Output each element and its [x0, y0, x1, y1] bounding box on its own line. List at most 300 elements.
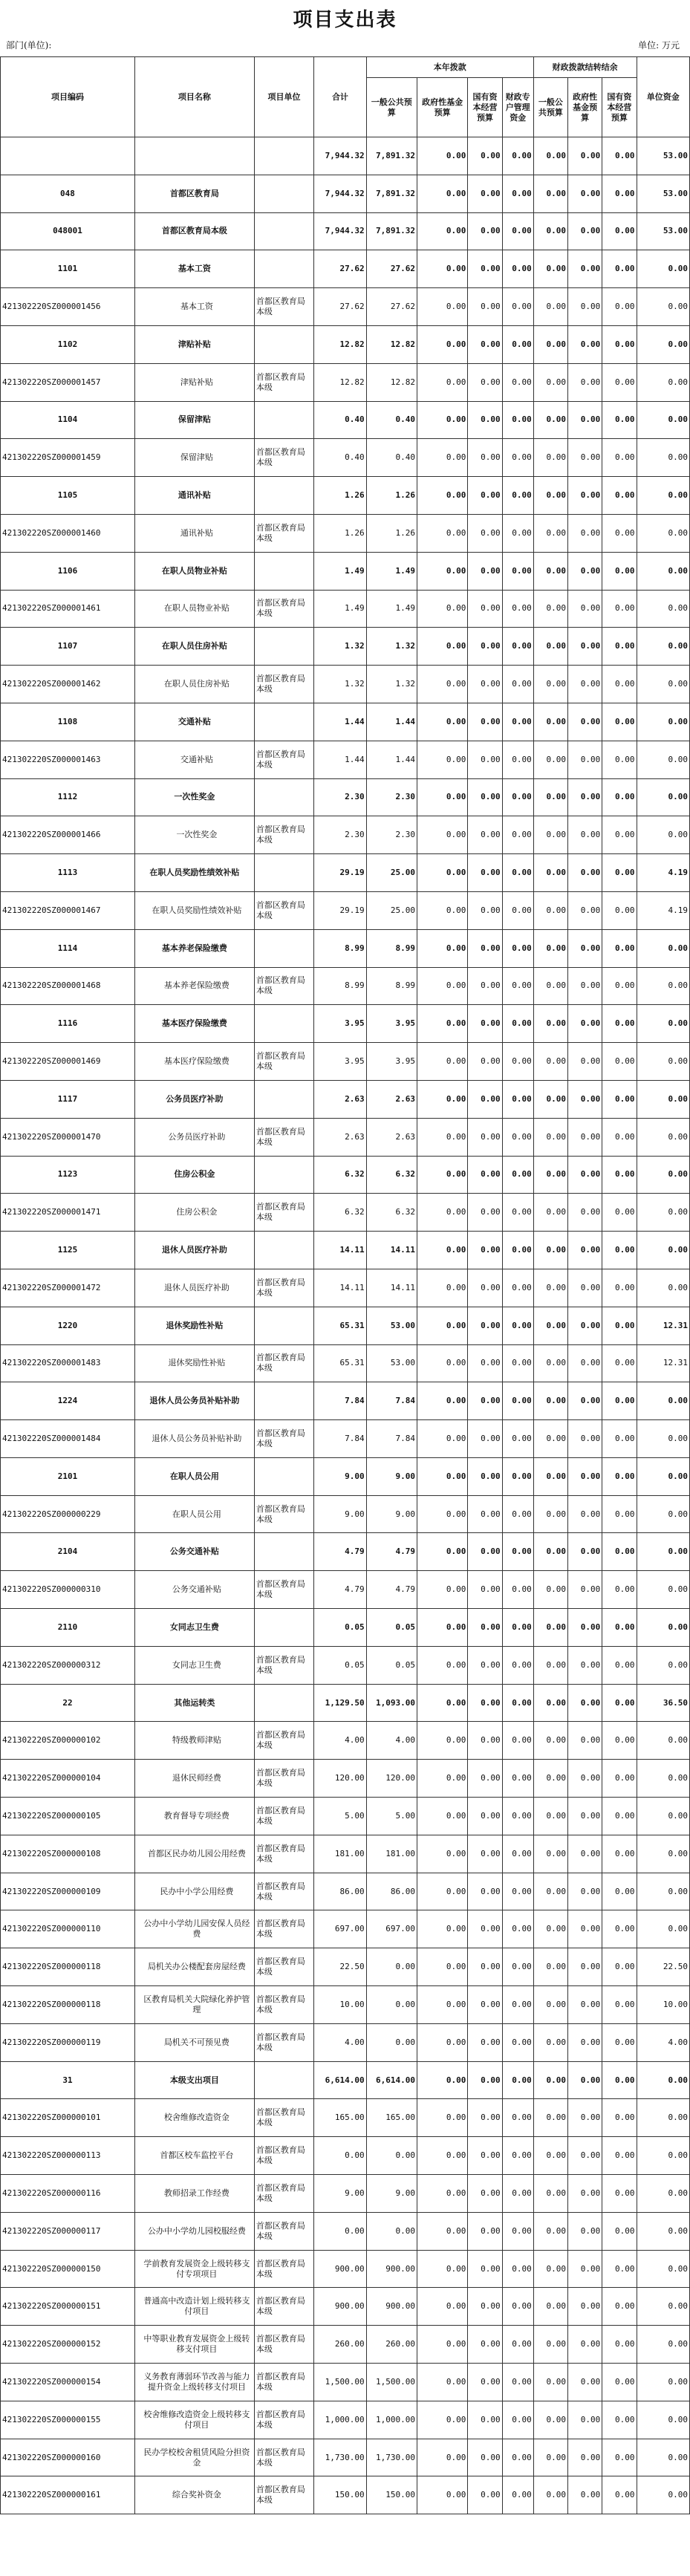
row-cg-gov-fund: 0.00: [568, 401, 602, 439]
row-cg-general: 0.00: [533, 477, 567, 515]
row-unit-fund: 0.00: [637, 1798, 690, 1835]
row-gov-fund: 0.00: [417, 1269, 467, 1307]
row-unit: 首都区教育局本级: [254, 1118, 313, 1156]
row-cg-state-capital: 0.00: [602, 929, 637, 967]
row-name: 中等职业教育发展资金上级转移支付项目: [134, 2326, 254, 2364]
table-row: [1, 1344, 690, 1382]
row-cg-state-capital: 0.00: [602, 1118, 637, 1156]
row-cg-gov-fund: 0.00: [568, 1344, 602, 1382]
row-gov-fund: 0.00: [417, 477, 467, 515]
row-cg-gov-fund: 0.00: [568, 1156, 602, 1194]
row-general: 4.00: [366, 1722, 417, 1760]
table-row: [1, 2137, 690, 2175]
row-code: 1112: [1, 778, 135, 816]
row-gov-fund: 0.00: [417, 514, 467, 552]
row-name: 首都区教育局本级: [134, 212, 254, 250]
row-name: 住房公积金: [134, 1194, 254, 1232]
row-unit-fund: 0.00: [637, 1760, 690, 1798]
row-total: 1.49: [314, 590, 366, 628]
row-special: 0.00: [502, 514, 533, 552]
header-total: 合计: [314, 57, 366, 137]
table-row: [1, 2364, 690, 2401]
row-total: 7,944.32: [314, 137, 366, 175]
row-unit-fund: 0.00: [637, 2439, 690, 2476]
row-gov-fund: 0.00: [417, 137, 467, 175]
row-code: 048001: [1, 212, 135, 250]
row-cg-gov-fund: 0.00: [568, 967, 602, 1005]
row-name: 在职人员奖励性绩效补贴: [134, 891, 254, 929]
row-general: 8.99: [366, 967, 417, 1005]
header-carryover: 财政拨款结转结余: [533, 57, 637, 78]
department-label: 部门(单位):: [6, 40, 52, 51]
row-total: 150.00: [314, 2476, 366, 2514]
row-special: 0.00: [502, 666, 533, 703]
row-special: 0.00: [502, 1835, 533, 1873]
row-special: 0.00: [502, 854, 533, 892]
row-general: 0.40: [366, 439, 417, 477]
row-cg-gov-fund: 0.00: [568, 2099, 602, 2137]
row-name: 校舍维修改造资金上级转移支付项目: [134, 2401, 254, 2439]
table-row: [1, 250, 690, 288]
row-code: 421302220SZ000000154: [1, 2364, 135, 2401]
row-cg-general: 0.00: [533, 514, 567, 552]
row-unit: [254, 552, 313, 590]
row-cg-state-capital: 0.00: [602, 1684, 637, 1722]
row-total: 1.44: [314, 741, 366, 778]
row-special: 0.00: [502, 137, 533, 175]
row-state-capital: 0.00: [468, 1156, 502, 1194]
row-cg-gov-fund: 0.00: [568, 2212, 602, 2250]
row-general: 1,093.00: [366, 1684, 417, 1722]
row-cg-general: 0.00: [533, 325, 567, 363]
row-state-capital: 0.00: [468, 1571, 502, 1609]
row-cg-general: 0.00: [533, 137, 567, 175]
table-row: [1, 1043, 690, 1081]
row-cg-gov-fund: 0.00: [568, 1118, 602, 1156]
row-gov-fund: 0.00: [417, 1873, 467, 1910]
table-row: [1, 1948, 690, 1986]
row-unit: 首都区教育局本级: [254, 1910, 313, 1948]
row-code: 421302220SZ000001466: [1, 816, 135, 854]
row-cg-general: 0.00: [533, 816, 567, 854]
row-cg-state-capital: 0.00: [602, 1382, 637, 1420]
row-total: 2.30: [314, 778, 366, 816]
row-cg-state-capital: 0.00: [602, 1873, 637, 1910]
row-gov-fund: 0.00: [417, 212, 467, 250]
row-total: 0.05: [314, 1646, 366, 1684]
row-general: 697.00: [366, 1910, 417, 1948]
row-cg-state-capital: 0.00: [602, 1269, 637, 1307]
row-state-capital: 0.00: [468, 2023, 502, 2061]
row-unit: 首都区教育局本级: [254, 2175, 313, 2213]
row-cg-gov-fund: 0.00: [568, 703, 602, 741]
row-unit: [254, 175, 313, 212]
row-code: 421302220SZ000001472: [1, 1269, 135, 1307]
row-cg-general: 0.00: [533, 1080, 567, 1118]
row-state-capital: 0.00: [468, 2099, 502, 2137]
row-cg-general: 0.00: [533, 1043, 567, 1081]
row-gov-fund: 0.00: [417, 816, 467, 854]
table-row: [1, 628, 690, 666]
row-general: 7,891.32: [366, 137, 417, 175]
row-cg-state-capital: 0.00: [602, 212, 637, 250]
row-general: 27.62: [366, 288, 417, 326]
row-total: 65.31: [314, 1307, 366, 1344]
row-cg-state-capital: 0.00: [602, 1986, 637, 2024]
row-unit-fund: 0.00: [637, 250, 690, 288]
row-code: 421302220SZ000000150: [1, 2250, 135, 2288]
row-unit: 首都区教育局本级: [254, 1646, 313, 1684]
row-name: 基本工资: [134, 288, 254, 326]
row-cg-general: 0.00: [533, 1722, 567, 1760]
row-total: 29.19: [314, 891, 366, 929]
row-name: 津贴补贴: [134, 325, 254, 363]
row-gov-fund: 0.00: [417, 1646, 467, 1684]
table-row: [1, 325, 690, 363]
row-general: 6.32: [366, 1156, 417, 1194]
header-cg-state-capital: 国有资本经营预算: [602, 78, 637, 137]
row-general: 1.26: [366, 514, 417, 552]
row-general: 7.84: [366, 1420, 417, 1458]
row-unit: 首都区教育局本级: [254, 2288, 313, 2326]
row-unit-fund: 0.00: [637, 1005, 690, 1043]
table-row: [1, 1760, 690, 1798]
row-name: 特级教师津贴: [134, 1722, 254, 1760]
row-special: 0.00: [502, 1420, 533, 1458]
row-total: 3.95: [314, 1005, 366, 1043]
row-cg-state-capital: 0.00: [602, 1495, 637, 1533]
row-cg-general: 0.00: [533, 1571, 567, 1609]
row-cg-general: 0.00: [533, 2364, 567, 2401]
row-code: 1108: [1, 703, 135, 741]
row-cg-gov-fund: 0.00: [568, 1948, 602, 1986]
row-total: 900.00: [314, 2250, 366, 2288]
row-unit-fund: 4.19: [637, 854, 690, 892]
row-cg-gov-fund: 0.00: [568, 2137, 602, 2175]
row-state-capital: 0.00: [468, 778, 502, 816]
row-cg-general: 0.00: [533, 854, 567, 892]
row-total: 9.00: [314, 1457, 366, 1495]
row-unit: [254, 778, 313, 816]
row-state-capital: 0.00: [468, 1835, 502, 1873]
row-unit-fund: 0.00: [637, 590, 690, 628]
row-cg-general: 0.00: [533, 2326, 567, 2364]
row-code: 1220: [1, 1307, 135, 1344]
row-total: 260.00: [314, 2326, 366, 2364]
row-special: 0.00: [502, 401, 533, 439]
row-general: 7.84: [366, 1382, 417, 1420]
row-code: 421302220SZ000001463: [1, 741, 135, 778]
row-code: 421302220SZ000001468: [1, 967, 135, 1005]
row-cg-gov-fund: 0.00: [568, 1420, 602, 1458]
row-state-capital: 0.00: [468, 1307, 502, 1344]
row-special: 0.00: [502, 1307, 533, 1344]
row-state-capital: 0.00: [468, 1344, 502, 1382]
table-row: [1, 1646, 690, 1684]
table-row: [1, 2175, 690, 2213]
row-cg-general: 0.00: [533, 2439, 567, 2476]
table-row: [1, 1722, 690, 1760]
row-unit: [254, 137, 313, 175]
row-general: 86.00: [366, 1873, 417, 1910]
row-name: 公务交通补贴: [134, 1533, 254, 1571]
row-cg-gov-fund: 0.00: [568, 1005, 602, 1043]
table-row: [1, 1118, 690, 1156]
row-special: 0.00: [502, 1118, 533, 1156]
table-row: [1, 816, 690, 854]
row-cg-general: 0.00: [533, 2099, 567, 2137]
row-cg-general: 0.00: [533, 929, 567, 967]
row-state-capital: 0.00: [468, 1043, 502, 1081]
row-unit-fund: 0.00: [637, 2250, 690, 2288]
row-gov-fund: 0.00: [417, 1760, 467, 1798]
row-gov-fund: 0.00: [417, 2250, 467, 2288]
row-cg-gov-fund: 0.00: [568, 778, 602, 816]
row-gov-fund: 0.00: [417, 1080, 467, 1118]
row-state-capital: 0.00: [468, 2288, 502, 2326]
row-cg-state-capital: 0.00: [602, 552, 637, 590]
row-general: 25.00: [366, 891, 417, 929]
row-code: 421302220SZ000000117: [1, 2212, 135, 2250]
row-name: 民办学校校舍租赁风险分担资金: [134, 2439, 254, 2476]
row-unit: 首都区教育局本级: [254, 1722, 313, 1760]
row-general: 12.82: [366, 325, 417, 363]
row-general: 0.05: [366, 1646, 417, 1684]
row-code: 1104: [1, 401, 135, 439]
row-cg-general: 0.00: [533, 741, 567, 778]
row-name: 交通补贴: [134, 741, 254, 778]
row-cg-gov-fund: 0.00: [568, 1986, 602, 2024]
table-row: [1, 2023, 690, 2061]
row-code: 421302220SZ000000101: [1, 2099, 135, 2137]
row-state-capital: 0.00: [468, 363, 502, 401]
row-general: 12.82: [366, 363, 417, 401]
row-special: 0.00: [502, 703, 533, 741]
row-cg-general: 0.00: [533, 2476, 567, 2514]
row-unit-fund: 0.00: [637, 967, 690, 1005]
row-state-capital: 0.00: [468, 1684, 502, 1722]
row-general: 0.00: [366, 2137, 417, 2175]
row-total: 0.00: [314, 2212, 366, 2250]
row-general: 14.11: [366, 1232, 417, 1269]
row-unit-fund: 0.00: [637, 1232, 690, 1269]
row-state-capital: 0.00: [468, 1457, 502, 1495]
row-special: 0.00: [502, 590, 533, 628]
row-code: 421302220SZ000001484: [1, 1420, 135, 1458]
row-unit: [254, 1609, 313, 1647]
row-general: 3.95: [366, 1043, 417, 1081]
row-general: 1.32: [366, 666, 417, 703]
row-cg-state-capital: 0.00: [602, 439, 637, 477]
row-unit-fund: 0.00: [637, 1382, 690, 1420]
row-special: 0.00: [502, 1043, 533, 1081]
row-unit: 首都区教育局本级: [254, 666, 313, 703]
row-general: 2.30: [366, 778, 417, 816]
row-cg-general: 0.00: [533, 1798, 567, 1835]
row-cg-state-capital: 0.00: [602, 1910, 637, 1948]
row-total: 29.19: [314, 854, 366, 892]
table-row: [1, 1005, 690, 1043]
row-gov-fund: 0.00: [417, 703, 467, 741]
row-general: 0.00: [366, 1986, 417, 2024]
header-gov-fund: 政府性基金预算: [417, 78, 467, 137]
row-special: 0.00: [502, 1344, 533, 1382]
row-state-capital: 0.00: [468, 2175, 502, 2213]
row-cg-gov-fund: 0.00: [568, 250, 602, 288]
row-cg-general: 0.00: [533, 628, 567, 666]
row-special: 0.00: [502, 552, 533, 590]
row-code: 421302220SZ000001457: [1, 363, 135, 401]
row-code: 048: [1, 175, 135, 212]
table-row: [1, 1495, 690, 1533]
row-state-capital: 0.00: [468, 1118, 502, 1156]
row-cg-state-capital: 0.00: [602, 2476, 637, 2514]
row-state-capital: 0.00: [468, 175, 502, 212]
row-gov-fund: 0.00: [417, 929, 467, 967]
row-state-capital: 0.00: [468, 2476, 502, 2514]
row-cg-general: 0.00: [533, 2061, 567, 2099]
row-general: 900.00: [366, 2288, 417, 2326]
row-state-capital: 0.00: [468, 666, 502, 703]
row-gov-fund: 0.00: [417, 891, 467, 929]
row-cg-gov-fund: 0.00: [568, 891, 602, 929]
row-name: 通讯补贴: [134, 477, 254, 515]
row-general: 7,891.32: [366, 175, 417, 212]
row-unit-fund: 0.00: [637, 778, 690, 816]
row-cg-gov-fund: 0.00: [568, 2401, 602, 2439]
row-cg-gov-fund: 0.00: [568, 1835, 602, 1873]
row-gov-fund: 0.00: [417, 1307, 467, 1344]
row-cg-general: 0.00: [533, 1533, 567, 1571]
row-unit-fund: 4.19: [637, 891, 690, 929]
row-cg-gov-fund: 0.00: [568, 2061, 602, 2099]
row-cg-state-capital: 0.00: [602, 2212, 637, 2250]
row-cg-state-capital: 0.00: [602, 1457, 637, 1495]
row-special: 0.00: [502, 325, 533, 363]
row-cg-general: 0.00: [533, 1232, 567, 1269]
row-unit: [254, 1232, 313, 1269]
row-unit-fund: 0.00: [637, 1533, 690, 1571]
row-code: 421302220SZ000000151: [1, 2288, 135, 2326]
row-code: 421302220SZ000001456: [1, 288, 135, 326]
row-cg-state-capital: 0.00: [602, 250, 637, 288]
row-code: 421302220SZ000001461: [1, 590, 135, 628]
row-gov-fund: 0.00: [417, 2212, 467, 2250]
row-unit-fund: 0.00: [637, 1609, 690, 1647]
row-cg-general: 0.00: [533, 175, 567, 212]
row-cg-gov-fund: 0.00: [568, 1910, 602, 1948]
row-unit: 首都区教育局本级: [254, 1835, 313, 1873]
row-unit-fund: 12.31: [637, 1344, 690, 1382]
row-cg-general: 0.00: [533, 1382, 567, 1420]
row-cg-gov-fund: 0.00: [568, 2023, 602, 2061]
row-state-capital: 0.00: [468, 439, 502, 477]
row-cg-general: 0.00: [533, 439, 567, 477]
row-gov-fund: 0.00: [417, 2401, 467, 2439]
row-state-capital: 0.00: [468, 1948, 502, 1986]
table-row: [1, 1533, 690, 1571]
row-special: 0.00: [502, 1722, 533, 1760]
row-total: 697.00: [314, 1910, 366, 1948]
row-name: 退休人员公务员补贴补助: [134, 1382, 254, 1420]
row-special: 0.00: [502, 2326, 533, 2364]
row-cg-state-capital: 0.00: [602, 1307, 637, 1344]
row-cg-general: 0.00: [533, 1194, 567, 1232]
table-row: [1, 175, 690, 212]
row-cg-state-capital: 0.00: [602, 1005, 637, 1043]
row-unit-fund: 0.00: [637, 2061, 690, 2099]
row-special: 0.00: [502, 1156, 533, 1194]
row-general: 8.99: [366, 929, 417, 967]
header-unit-fund: 单位资金: [637, 57, 690, 137]
header-special: 财政专户管理资金: [502, 78, 533, 137]
row-code: 421302220SZ000000310: [1, 1571, 135, 1609]
row-unit: [254, 1307, 313, 1344]
row-name: 在职人员物业补贴: [134, 590, 254, 628]
row-state-capital: 0.00: [468, 1194, 502, 1232]
table-row: [1, 288, 690, 326]
row-cg-state-capital: 0.00: [602, 2401, 637, 2439]
row-unit: 首都区教育局本级: [254, 514, 313, 552]
row-cg-state-capital: 0.00: [602, 1232, 637, 1269]
row-state-capital: 0.00: [468, 2137, 502, 2175]
row-unit-fund: 0.00: [637, 1194, 690, 1232]
row-unit: 首都区教育局本级: [254, 967, 313, 1005]
row-unit: [254, 212, 313, 250]
row-state-capital: 0.00: [468, 1873, 502, 1910]
row-special: 0.00: [502, 2476, 533, 2514]
row-code: 1105: [1, 477, 135, 515]
row-cg-gov-fund: 0.00: [568, 514, 602, 552]
row-unit: 首都区教育局本级: [254, 2023, 313, 2061]
row-general: 0.00: [366, 2023, 417, 2061]
row-total: 8.99: [314, 967, 366, 1005]
row-code: 421302220SZ000000155: [1, 2401, 135, 2439]
row-name: 基本养老保险缴费: [134, 967, 254, 1005]
row-cg-state-capital: 0.00: [602, 401, 637, 439]
row-special: 0.00: [502, 1910, 533, 1948]
row-state-capital: 0.00: [468, 325, 502, 363]
header-current-year: 本年拨款: [366, 57, 533, 78]
row-unit-fund: 0.00: [637, 2212, 690, 2250]
row-general: 2.63: [366, 1080, 417, 1118]
row-name: 交通补贴: [134, 703, 254, 741]
row-cg-state-capital: 0.00: [602, 1080, 637, 1118]
row-cg-gov-fund: 0.00: [568, 1232, 602, 1269]
row-gov-fund: 0.00: [417, 1835, 467, 1873]
row-cg-general: 0.00: [533, 1495, 567, 1533]
row-total: 7.84: [314, 1382, 366, 1420]
row-code: 421302220SZ000000118: [1, 1948, 135, 1986]
row-unit: 首都区教育局本级: [254, 439, 313, 477]
row-cg-gov-fund: 0.00: [568, 1798, 602, 1835]
row-unit-fund: 0.00: [637, 2326, 690, 2364]
row-code: 421302220SZ000000229: [1, 1495, 135, 1533]
row-name: [134, 137, 254, 175]
row-cg-gov-fund: 0.00: [568, 288, 602, 326]
row-total: 7.84: [314, 1420, 366, 1458]
row-cg-state-capital: 0.00: [602, 1646, 637, 1684]
table-row: [1, 1269, 690, 1307]
row-cg-state-capital: 0.00: [602, 363, 637, 401]
table-row: [1, 741, 690, 778]
row-cg-general: 0.00: [533, 1948, 567, 1986]
row-total: 4.79: [314, 1571, 366, 1609]
row-code: 1113: [1, 854, 135, 892]
row-name: 在职人员物业补贴: [134, 552, 254, 590]
row-state-capital: 0.00: [468, 212, 502, 250]
row-general: 0.00: [366, 2212, 417, 2250]
